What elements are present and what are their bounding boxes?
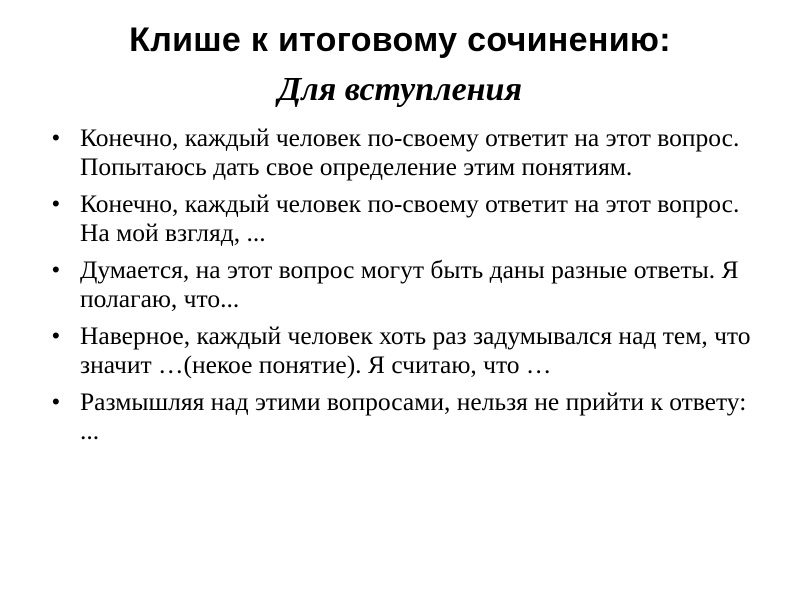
- bullet-icon: •: [52, 125, 60, 150]
- bullet-item: [52, 189, 764, 247]
- slide-subtitle: Для вступления: [278, 71, 522, 108]
- slide-title: Клише к итоговому сочинению:: [129, 21, 671, 59]
- bullet-icon: •: [52, 257, 60, 282]
- bullet-item: [52, 123, 764, 181]
- bullet-icon: •: [52, 323, 60, 348]
- bullet-icon: •: [52, 191, 60, 216]
- bullet-icon: •: [52, 389, 60, 414]
- bullet-item: [52, 255, 764, 313]
- bullet-item: [52, 321, 764, 379]
- bullet-text: Наверное, каждый человек хоть раз задумывался над тем, что значит …(некое понятие). Я считаю, что …: [80, 321, 751, 379]
- bullet-text: Конечно, каждый человек по-своему ответит на этот вопрос. Попытаюсь дать свое определение этим понятиям.: [80, 123, 740, 181]
- bullet-text: Конечно, каждый человек по-своему ответит на этот вопрос. На мой взгляд, ...: [80, 189, 740, 247]
- bullet-text: Размышляя над этими вопросами, нельзя не прийти к ответу: ...: [80, 387, 747, 445]
- bullet-list: [52, 123, 764, 453]
- title-block: [0, 18, 800, 112]
- bullet-item: [52, 387, 764, 445]
- bullet-text: Думается, на этот вопрос могут быть даны разные ответы. Я полагаю, что...: [80, 255, 739, 313]
